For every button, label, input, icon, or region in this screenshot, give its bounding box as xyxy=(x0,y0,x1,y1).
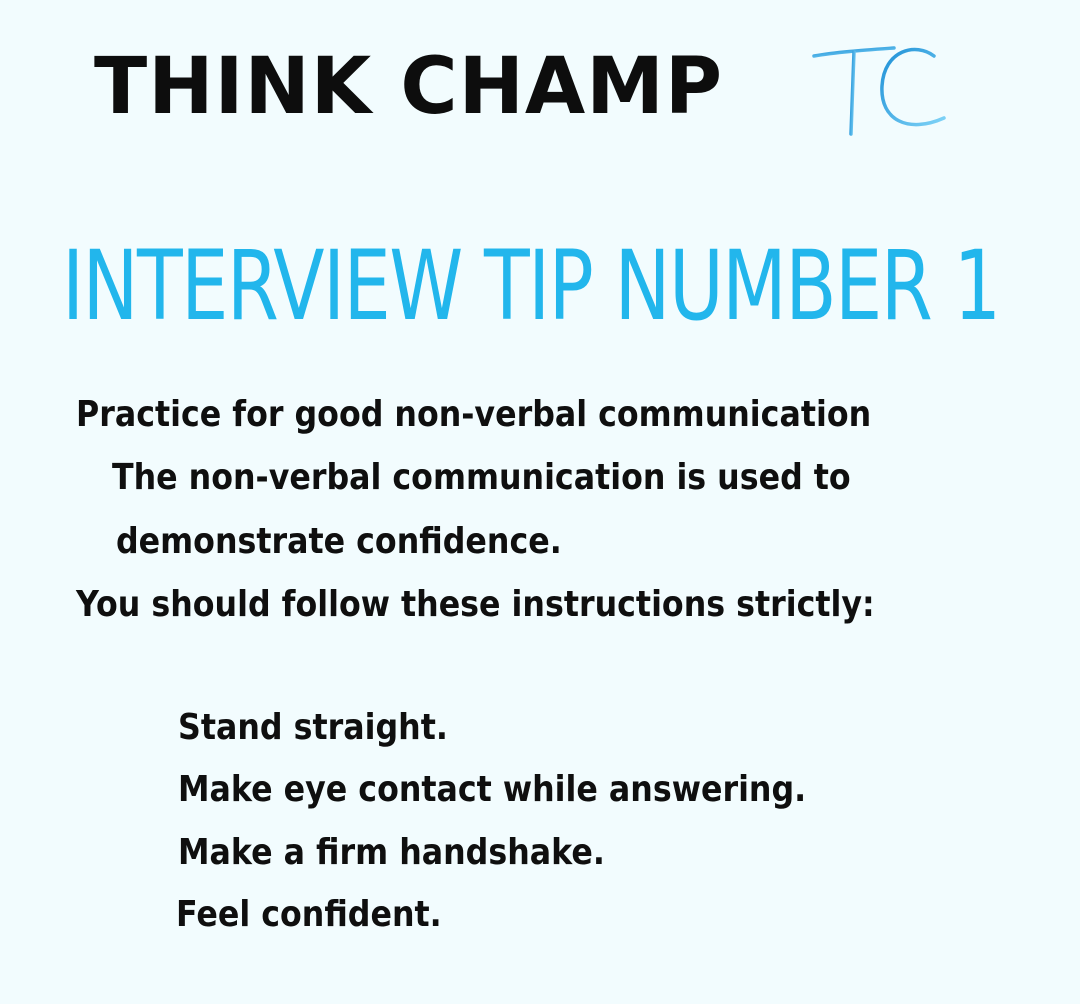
tip-heading: INTERVIEW TIP NUMBER 1 xyxy=(62,230,1000,342)
instruction-item: Stand straight. xyxy=(178,707,448,748)
instruction-item: Make eye contact while answering. xyxy=(178,769,807,810)
intro-line-4: You should follow these instructions strictly: xyxy=(76,584,875,625)
tc-monogram-logo xyxy=(806,34,966,144)
instruction-item: Feel confident. xyxy=(176,894,442,935)
intro-line-2: The non-verbal communication is used to xyxy=(112,457,851,498)
intro-line-3: demonstrate confidence. xyxy=(116,521,562,562)
intro-line-1: Practice for good non-verbal communication xyxy=(76,394,872,435)
instruction-item: Make a firm handshake. xyxy=(178,832,605,873)
brand-header xyxy=(94,42,724,148)
brand-name: THINK CHAMP xyxy=(94,42,724,132)
